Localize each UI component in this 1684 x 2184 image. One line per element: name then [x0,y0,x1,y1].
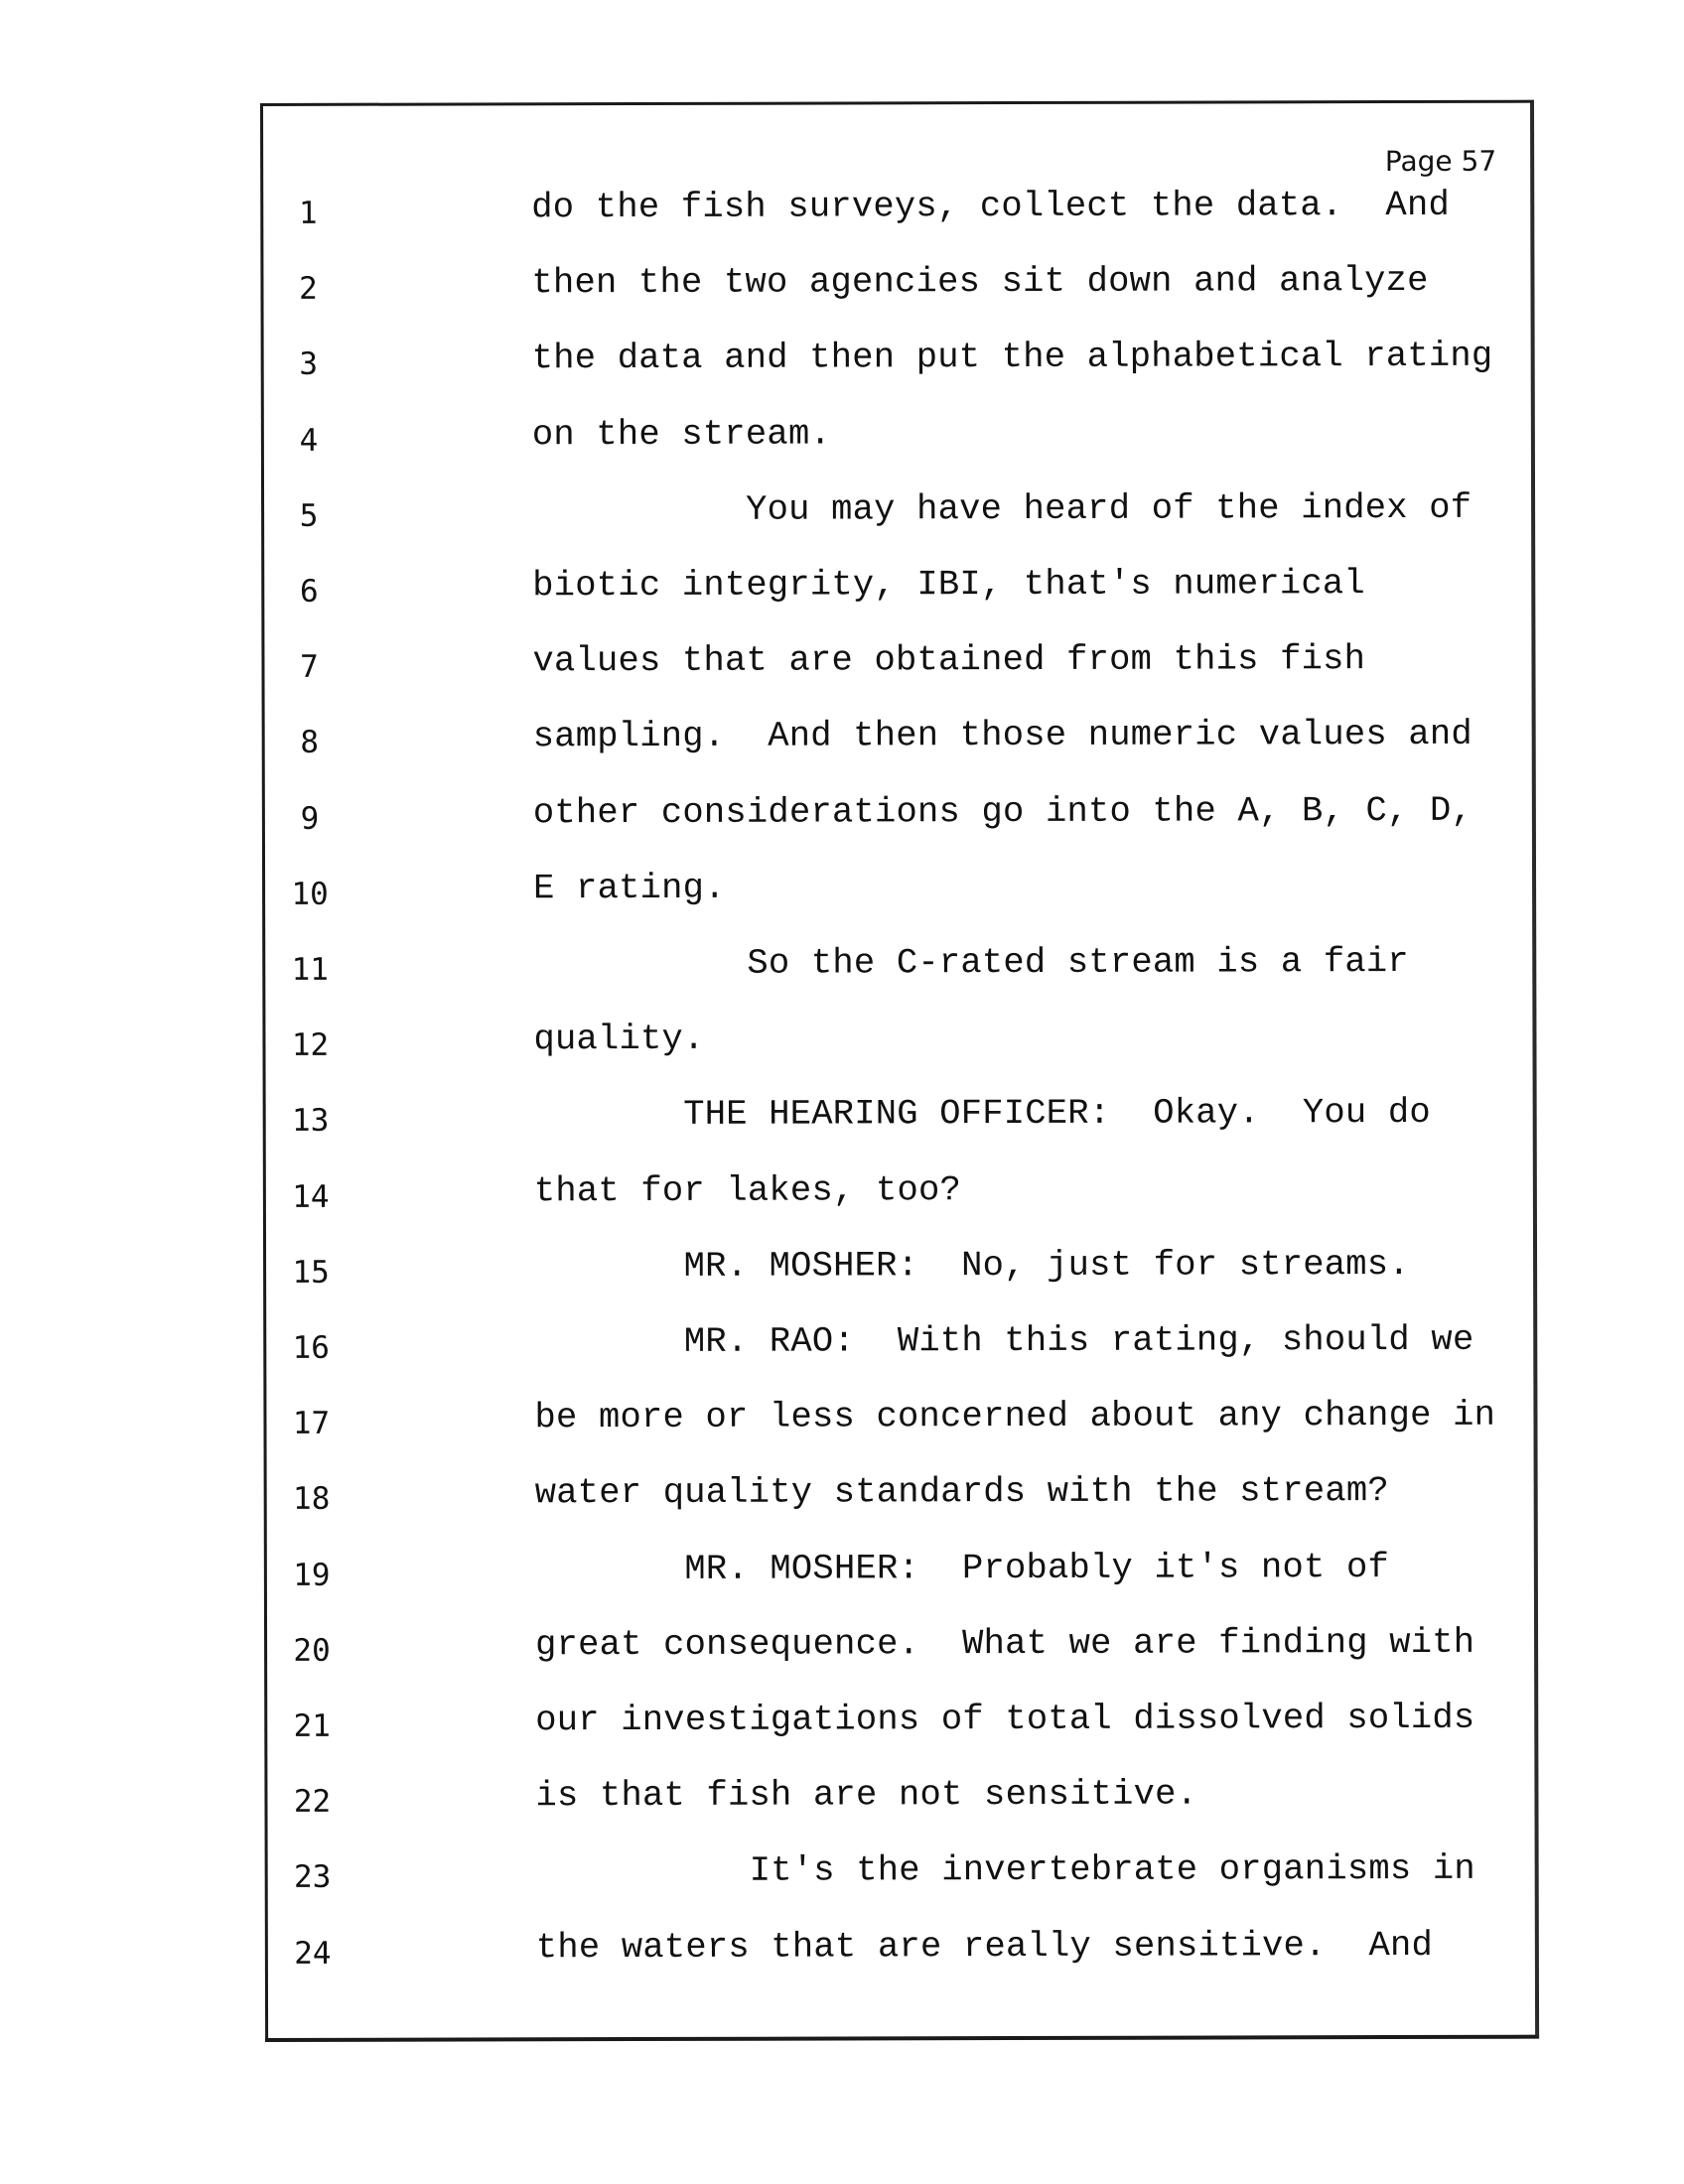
transcript-line [267,1773,1534,1836]
transcript-line [264,411,1531,474]
transcript-line [265,789,1532,852]
transcript-line [267,1546,1534,1608]
transcript-line [268,1924,1535,1986]
line-number: 17 [292,1406,331,1442]
line-number: 24 [294,1935,332,1972]
transcript-line [263,260,1530,323]
transcript-line [264,486,1531,549]
transcript-line [264,563,1531,625]
line-text: sampling. And then those numeric values and [532,714,1473,757]
line-text: our investigations of total dissolved solids [535,1697,1475,1741]
line-text: great consequence. What we are finding with [535,1621,1475,1666]
transcript-line [267,1621,1534,1684]
line-text: It's the invertebrate organisms in [535,1848,1475,1892]
line-number: 9 [300,800,320,837]
line-number: 22 [293,1784,332,1821]
line-text: biotic integrity, IBI, that's numerical [532,563,1365,607]
line-number: 6 [299,573,319,610]
line-number: 3 [299,346,319,383]
line-number: 2 [299,271,318,308]
transcript-line [263,185,1530,247]
line-text: MR. MOSHER: No, just for streams. [534,1243,1410,1288]
transcript-line [266,1319,1533,1382]
line-number: 11 [291,951,329,988]
line-text: do the fish surveys, collect the data. And [531,184,1450,228]
line-number: 4 [299,422,319,459]
transcript-line [265,865,1532,927]
transcript-line [266,1395,1533,1457]
transcript-line [265,714,1532,776]
line-number: 5 [299,497,319,534]
transcript-line [265,1017,1532,1079]
line-number: 15 [292,1254,330,1291]
line-number: 21 [293,1707,331,1744]
transcript-line [267,1698,1534,1760]
line-number: 23 [293,1859,332,1896]
line-number: 12 [291,1027,330,1064]
line-text: on the stream. [531,413,831,455]
line-text: that for lakes, too? [533,1168,961,1211]
transcript-line [264,336,1531,398]
line-text: MR. MOSHER: Probably it's not of [534,1546,1390,1589]
line-number: 18 [292,1481,331,1518]
line-number: 8 [300,725,320,761]
line-text: water quality standards with the stream? [534,1470,1389,1514]
line-number: 14 [292,1178,330,1215]
line-text: other considerations go into the A, B, C, D, [532,789,1474,833]
transcript-page-frame [260,100,1539,2042]
line-text: So the C-rated stream is a fair [533,940,1409,985]
transcript-line [266,1092,1533,1155]
transcript-line [266,1243,1533,1305]
line-text: then the two agencies sit down and analyze [531,260,1429,304]
transcript-line [265,941,1532,1004]
page-number: Page 57 [1384,144,1497,179]
line-number: 1 [298,195,318,231]
line-text: E rating. [533,867,726,909]
line-text: the data and then put the alphabetical rating [531,336,1493,379]
line-number: 19 [293,1557,331,1593]
transcript-line [266,1167,1533,1230]
line-text: THE HEARING OFFICER: Okay. You do [533,1092,1431,1136]
line-text: MR. RAO: With this rating, should we [534,1318,1474,1363]
line-number: 7 [300,649,319,686]
line-text: the waters that are really sensitive. And [535,1924,1434,1968]
line-text: be more or less concerned about any change in [534,1394,1496,1438]
transcript-line [264,638,1531,701]
line-text: values that are obtained from this fish [532,638,1366,682]
line-text: is that fish are not sensitive. [535,1773,1198,1817]
transcript-line [268,1848,1535,1911]
line-number: 16 [292,1329,330,1366]
line-text: You may have heard of the index of [532,486,1473,531]
line-number: 13 [291,1103,330,1140]
line-number: 10 [291,876,329,912]
line-text: quality. [533,1019,705,1060]
transcript-line [267,1470,1534,1533]
line-number: 20 [293,1632,331,1669]
